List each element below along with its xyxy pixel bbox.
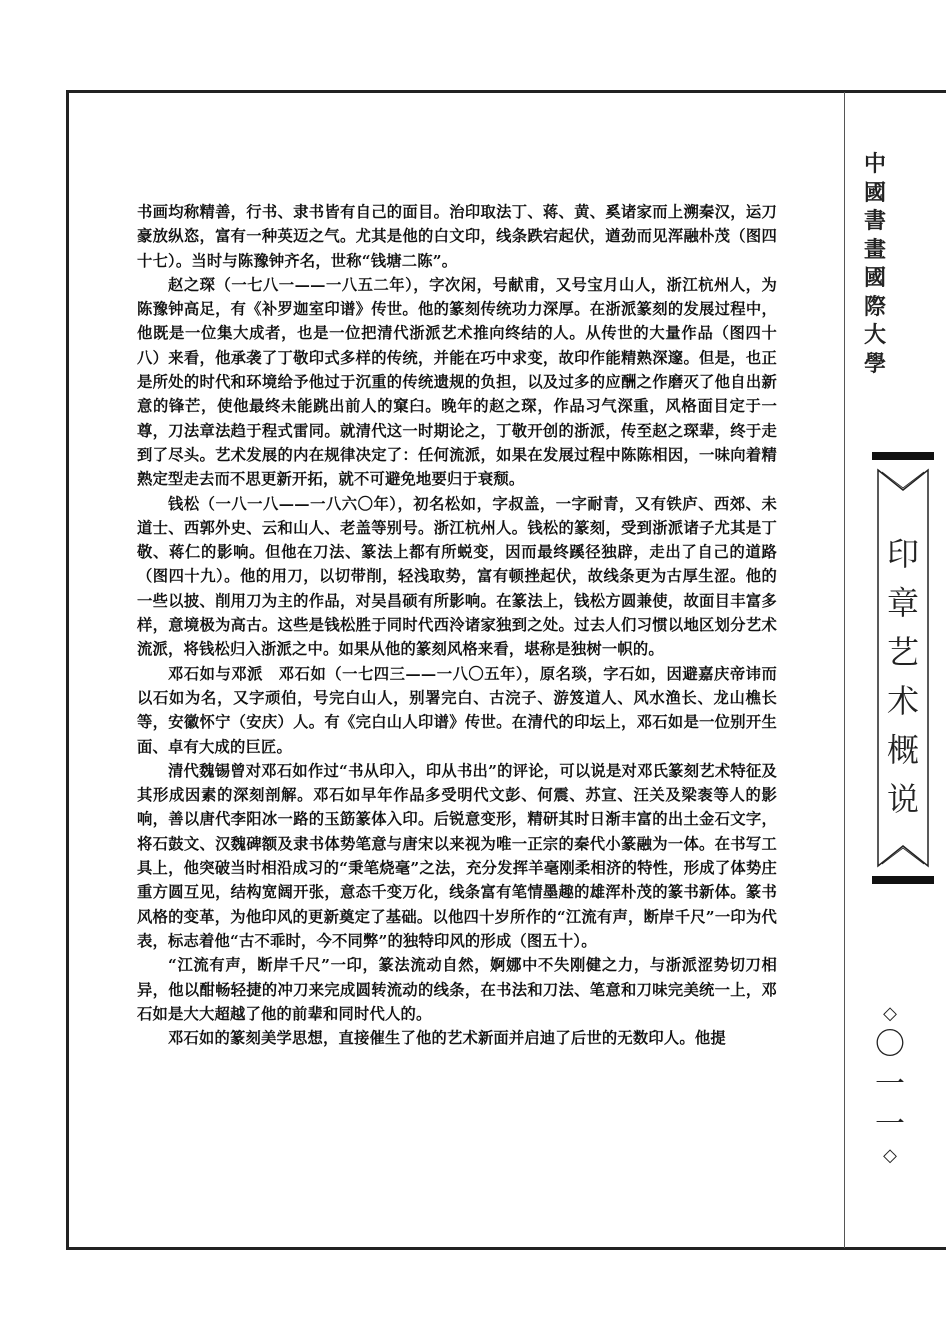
university-char: 學 [863, 350, 886, 377]
university-char: 大 [863, 322, 886, 348]
university-title [858, 150, 892, 378]
book-title-char: 艺 [886, 633, 919, 671]
paragraph: “江流有声，断岸千尺”一印，篆法流动自然，婀娜中不失刚健之力，与浙派涩势切刀相异，他以酣畅轻捷的冲刀来完成圆转流动的线条，在书法和刀法、笔意和刀味完美统一上，邓石如是大大超越了他的前辈和同时代人的。 [137, 956, 777, 1023]
banner-frame [872, 464, 934, 872]
diamond-ornament: ◇ [883, 1003, 897, 1024]
banner-bar-top [872, 452, 934, 460]
book-title-char: 概 [886, 731, 919, 769]
paragraph: 邓石如的篆刻美学思想，直接催生了他的艺术新面并启迪了后世的无数印人。他提 [168, 1029, 726, 1048]
banner-bar-bottom [872, 876, 934, 884]
body-text [137, 200, 777, 1050]
book-title [872, 530, 934, 824]
paragraph: 邓石如与邓派 邓石如（一七四三——一八〇五年），原名琰，字石如，因避嘉庆帝讳而以石如为名，又字顽伯，号完白山人，别署完白、古浣子、游笈道人、风水渔长、龙山樵长等，安徽怀宁（安庆）人。有《完白山人印谱》传世。在清代的印坛上，邓石如是一位别开生面、卓有大成的巨匠。 [137, 664, 777, 756]
book-title-banner [872, 452, 934, 884]
paragraph: 清代魏锡曾对邓石如作过“书从印入，印从书出”的评论，可以说是对邓氏篆刻艺术特征及其形成因素的深刻剖解。邓石如早年作品多受明代文彭、何震、苏宣、汪关及梁袠等人的影响，善以唐代李阳冰一路的玉筯篆体入印。后锐意变形，精研其时日渐丰富的出土金石文字，将石鼓文、汉魏碑额及隶书体势笔意与唐宋以来视为唯一正宗的秦代小篆融为一体。在书写工具上，他突破当时相沿成习的“秉笔烧毫”之法，充分发挥羊毫刚柔相济的特性，形成了体势庄重方圆互见，结构宽阔开张，意态千变万化，线条富有笔情墨趣的雄浑朴茂的篆书新体。篆书风格的变革，为他印风的更新奠定了基础。以他四十岁所作的“江流有声，断岸千尺”一印为代表，标志着他“古不乖时，今不同弊”的独特印风的形成（图五十）。 [137, 761, 777, 950]
paragraph: 钱松（一八一八——一八六〇年），初名松如，字叔盖，一字耐青，又有铁庐、西郊、未道士、西郭外史、云和山人、老盖等别号。浙江杭州人。钱松的篆刻，受到浙派诸子尤其是丁敬、蒋仁的影响。但他在刀法、篆法上都有所蜕变，因而最终蹊径独辟，走出了自己的道路（图四十九）。他的用刀，以切带削，轻浅取势，富有顿挫起伏，故线条更为古厚生涩。他的一些以披、削用刀为主的作品，对吴昌硕有所影响。在篆法上，钱松方圆兼使，故面目丰富多样，意境极为高古。这些是钱松胜于同时代西泠诸家独到之处。过去人们习惯以地区划分艺术流派，将钱松归入浙派之中。如果从他的篆刻风格来看，堪称是独树一帜的。 [137, 494, 777, 659]
diamond-ornament: ◇ [883, 1145, 897, 1166]
paragraph: 赵之琛（一七八一——一八五二年），字次闲，号献甫，又号宝月山人，浙江杭州人，为陈豫钟高足，有《补罗迦室印谱》传世。他的篆刻传统功力深厚。在浙派篆刻的发展过程中，他既是一位集大成者，也是一位把清代浙派艺术推向终结的人。从传世的大量作品（图四十八）来看，他承袭了丁敬印式多样的传统，并能在巧中求变，故印作能精熟深邃。但是，也正是所处的时代和环境给予他过于沉重的传统遗规的负担，以及过多的应酬之作磨灭了他自出新意的锋芒，使他最终未能跳出前人的窠臼。晚年的赵之琛，作品习气深重，风格面目定于一尊，刀法章法趋于程式雷同。就清代这一时期论之，丁敬开创的浙派，传至赵之琛辈，终于走到了尽头。艺术发展的内在规律决定了：任何流派，如果在发展过程中陈陈相因，一味向着精熟定型走去而不思更新开拓，就不可避免地要归于衰颓。 [137, 275, 777, 489]
university-char: 際 [863, 293, 886, 320]
university-char: 畫 [863, 236, 886, 263]
page-number-char: 一 [875, 1107, 905, 1142]
book-title-char: 章 [886, 584, 919, 622]
paragraph: 书画均称精善，行书、隶书皆有自己的面目。治印取法丁、蒋、黄、奚诸家而上溯秦汉，运刀豪放纵恣，富有一种英迈之气。尤其是他的白文印，线条跌宕起伏，遒劲而见浑融朴茂（图四十七）。当时与陈豫钟齐名，世称“钱塘二陈”。 [137, 203, 777, 270]
book-title-char: 说 [886, 780, 919, 818]
university-char: 國 [863, 265, 886, 291]
university-char: 國 [863, 179, 886, 206]
sidebar-divider [844, 92, 845, 1248]
page-number-char: 一 [875, 1067, 905, 1102]
university-char: 書 [863, 208, 886, 234]
university-char: 中 [863, 151, 886, 177]
page-number-char: 〇 [875, 1027, 905, 1062]
page-number [862, 1003, 918, 1167]
book-title-char: 印 [886, 535, 919, 573]
book-title-char: 术 [886, 682, 919, 720]
